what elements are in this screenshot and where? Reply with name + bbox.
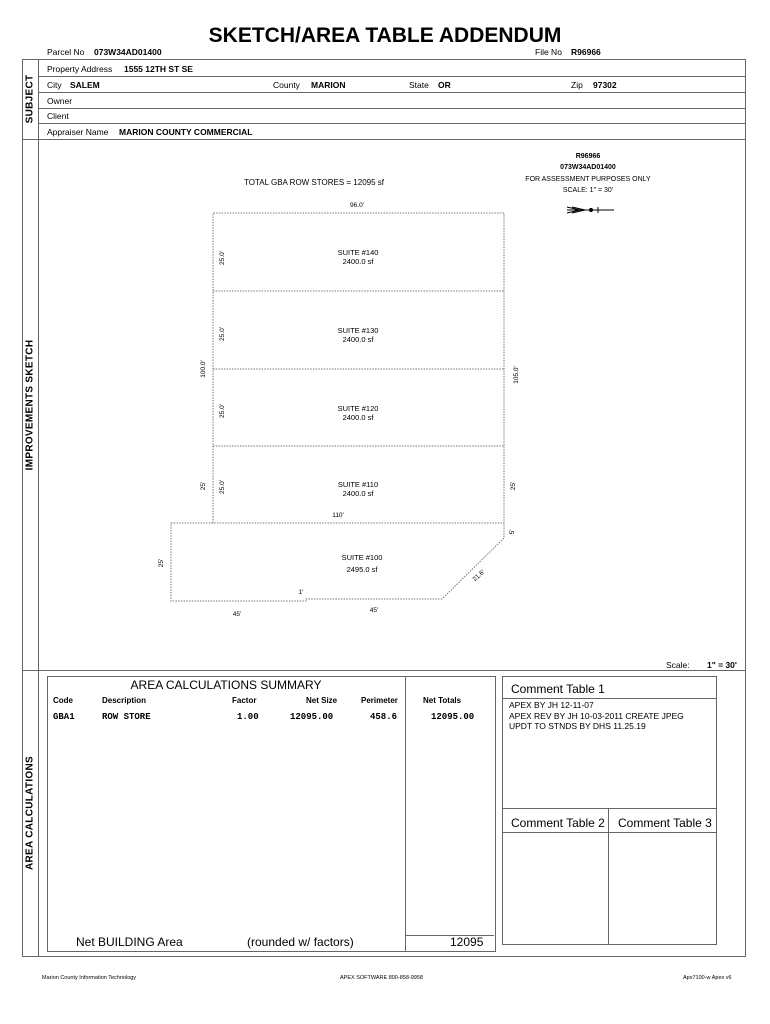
dim-110: 110' [332, 512, 344, 519]
zip-value: 97302 [593, 80, 617, 90]
col-net-size: Net Size [306, 696, 338, 705]
comment1-line: APEX REV BY JH 10-03-2011 CREATE JPEG [509, 710, 684, 721]
footer-right: Apx7100-w Apex v6 [683, 975, 732, 981]
row-net-size: 12095.00 [290, 712, 334, 722]
row-factor: 1.00 [237, 712, 259, 722]
comment1-line: UPDT TO STNDS BY DHS 11.25.19 [509, 721, 646, 731]
subject-side-label: SUBJECT [22, 59, 39, 139]
svg-text:SUITE #1402400.0 sf [338, 248, 379, 266]
dim-left-total: 100.0' [200, 360, 207, 378]
comment2-top-line [502, 808, 716, 809]
dim-left-25: 25' [200, 481, 207, 491]
net-building-label: Net BUILDING Area [76, 935, 183, 949]
parcel-value: 073W34AD01400 [94, 47, 162, 57]
suite-130-area: 2400.0 sf [342, 335, 374, 344]
client-label: Client [47, 111, 69, 121]
info-line4: SCALE: 1" = 30' [562, 187, 614, 194]
dim-5: 5' [509, 529, 516, 535]
address-value: 1555 12TH ST SE [124, 64, 193, 74]
col-perimeter: Perimeter [361, 696, 398, 705]
net-totals-divider [405, 676, 406, 951]
comment-divider [608, 808, 609, 944]
sketch-side-label: IMPROVEMENTS SKETCH [22, 139, 39, 670]
comment3-title: Comment Table 3 [618, 816, 712, 830]
suite-100-area: 2495.0 sf [346, 565, 378, 574]
row-net-total: 12095.00 [431, 712, 475, 722]
frame-top [22, 59, 746, 60]
dim-1: 1' [298, 589, 304, 596]
info-line3: FOR ASSESSMENT PURPOSES ONLY [525, 176, 651, 183]
svg-text:SUITE #1102400.0 sf [338, 480, 378, 498]
dim-right-25: 25' [510, 481, 517, 491]
net-value: 12095 [450, 935, 484, 949]
comment2-header-line [502, 832, 716, 833]
lower-block-outline [171, 523, 504, 601]
county-label: County [273, 80, 300, 90]
col-factor: Factor [232, 696, 257, 705]
row-description: ROW STORE [102, 712, 151, 722]
info-line1: R96966 [575, 153, 601, 160]
subject-row-line [38, 92, 745, 93]
svg-text:SUITE #1302400.0 sf [338, 326, 379, 344]
parcel-label: Parcel No [47, 47, 85, 57]
footer-left: Marion County Information Technology [42, 975, 137, 981]
comment2-title: Comment Table 2 [511, 816, 605, 830]
dim-right-total: 105.0' [513, 366, 520, 384]
building-sketch [38, 139, 745, 670]
suite-120-area: 2400.0 sf [342, 413, 374, 422]
col-net-totals: Net Totals [423, 696, 462, 705]
suite-110-name: SUITE #110 [337, 480, 379, 489]
svg-text:SUITE #1002495.0 sf [342, 553, 383, 574]
suite-130-depth: 25.0' [219, 327, 226, 341]
suite-130-name: SUITE #130 [337, 326, 379, 335]
col-description: Description [102, 696, 147, 705]
city-value: SALEM [70, 80, 100, 90]
county-value: MARION [311, 80, 346, 90]
col-code: Code [53, 696, 73, 705]
suite-120-name: SUITE #120 [337, 404, 379, 413]
address-label: Property Address [47, 64, 113, 74]
state-value: OR [438, 80, 451, 90]
footer-center: APEX SOFTWARE 800-858-9958 [340, 975, 423, 981]
suite-140-name: SUITE #140 [337, 248, 379, 257]
row-code: GBA1 [53, 712, 75, 722]
suite-140-area: 2400.0 sf [342, 257, 374, 266]
subject-row-line [38, 108, 745, 109]
area-calc-side-label: AREA CALCULATIONS [22, 670, 39, 956]
summary-title: AREA CALCULATIONS SUMMARY [130, 678, 322, 692]
comment1-title: Comment Table 1 [511, 682, 605, 696]
north-arrow-icon [567, 207, 614, 213]
frame-right [745, 59, 746, 957]
file-value: R96966 [571, 47, 601, 57]
suite-110-area: 2400.0 sf [342, 489, 374, 498]
owner-label: Owner [47, 96, 73, 106]
row-perimeter: 458.6 [370, 712, 398, 722]
appraiser-label: Appraiser Name [47, 127, 109, 137]
rounded-label: (rounded w/ factors) [247, 935, 354, 949]
dim-diag: 21.6' [471, 568, 487, 584]
scale-label: Scale: [666, 660, 690, 670]
file-label: File No [535, 47, 562, 57]
suite-140-depth: 25.0' [219, 251, 226, 265]
comment1-header-line [502, 698, 716, 699]
dim-left-lower: 25' [158, 558, 165, 568]
dim-top: 96.0' [350, 202, 364, 209]
suite-120-depth: 25.0' [219, 404, 226, 418]
state-label: State [409, 80, 429, 90]
page-title: SKETCH/AREA TABLE ADDENDUM [208, 24, 562, 47]
frame-bottom [22, 956, 746, 957]
comment1-body [509, 700, 684, 732]
zip-label: Zip [571, 80, 583, 90]
dim-45b: 45' [369, 607, 379, 614]
appraiser-value: MARION COUNTY COMMERCIAL [119, 127, 253, 137]
scale-value: 1" = 30' [707, 660, 737, 670]
suite-100-name: SUITE #100 [341, 553, 383, 562]
info-line2: 073W34AD01400 [560, 164, 616, 171]
sketch-bottom-line [22, 670, 746, 671]
comment1-line: APEX BY JH 12-11-07 [509, 700, 594, 710]
city-label: City [47, 80, 62, 90]
svg-text:SUITE #1202400.0 sf [338, 404, 379, 422]
dim-45a: 45' [232, 611, 242, 618]
subject-row-line [38, 123, 745, 124]
suite-110-depth: 25.0' [219, 480, 226, 494]
total-gba-text: TOTAL GBA ROW STORES = 12095 sf [244, 178, 384, 187]
subject-row-line [38, 76, 745, 77]
